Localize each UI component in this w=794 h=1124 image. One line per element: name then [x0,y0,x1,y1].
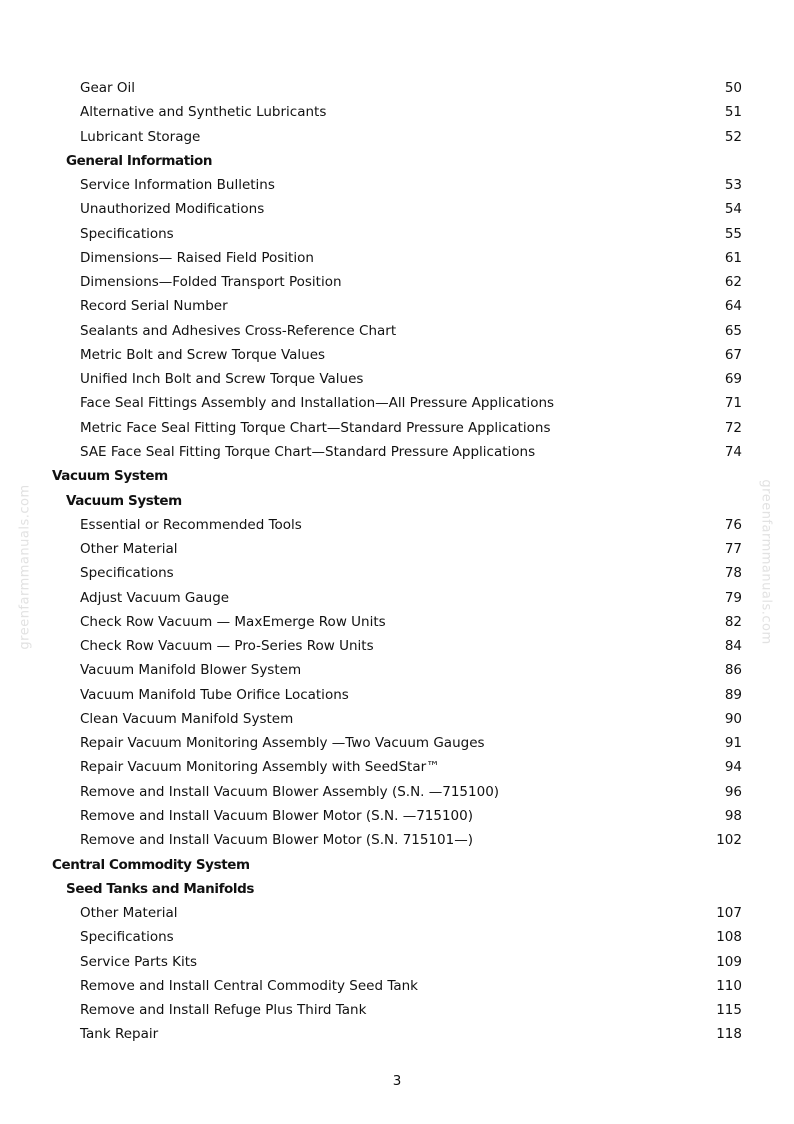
toc-entry-title: Remove and Install Vacuum Blower Motor (S.N. —715100) [80,807,474,824]
toc-entry-page-number: 77 [724,541,742,558]
toc-entry-page-number: 108 [716,929,742,946]
toc-entry-title: Repair Vacuum Monitoring Assembly —Two Vacuum Gauges [80,735,485,752]
toc-entry-title: Essential or Recommended Tools [80,516,302,533]
toc-entry-title: Remove and Install Vacuum Blower Assembly (S.N. —715100) [80,783,500,800]
watermark-left: greenfarmmanuals.com [17,484,33,650]
toc-entry[interactable] [0,294,794,318]
toc-subsection-heading [0,149,794,173]
toc-entry[interactable] [0,998,794,1022]
toc-entry-page-number: 90 [724,710,742,727]
toc-entry-page-number: 109 [716,953,742,970]
toc-entry[interactable] [0,586,794,610]
toc-entry-page-number: 64 [724,298,742,315]
toc-entry[interactable] [0,561,794,585]
toc-entry-page-number: 89 [724,686,742,703]
toc-entry-page-number: 52 [724,128,742,145]
toc-entry[interactable] [0,950,794,974]
toc-entry-title: Alternative and Synthetic Lubricants [80,104,327,121]
toc-entry-title: Sealants and Adhesives Cross-Reference Chart [80,322,397,339]
toc-entry-title: Repair Vacuum Monitoring Assembly with SeedStar™ [80,759,440,776]
toc-entry-page-number: 53 [724,177,742,194]
toc-entry[interactable] [0,974,794,998]
toc-entry-title: Adjust Vacuum Gauge [80,589,230,606]
toc-entry-title: Unauthorized Modifications [80,201,265,218]
toc-entry-page-number: 110 [716,977,742,994]
toc-entry-page-number: 78 [724,565,742,582]
toc-entry[interactable] [0,100,794,124]
toc-entry-page-number: 55 [724,225,742,242]
toc-entry-page-number: 61 [724,249,742,266]
toc-entry-page-number: 94 [724,759,742,776]
toc-entry-page-number: 67 [724,346,742,363]
toc-entry[interactable] [0,925,794,949]
toc-section-heading [0,464,794,488]
toc-entry-title: Specifications [80,929,174,946]
toc-entry[interactable] [0,634,794,658]
toc-entry[interactable] [0,537,794,561]
toc-subsection-heading [0,489,794,513]
toc-entry-title: Other Material [80,541,178,558]
toc-entry[interactable] [0,804,794,828]
toc-entry[interactable] [0,391,794,415]
toc-entry-title: Unified Inch Bolt and Screw Torque Values [80,371,364,388]
toc-entry-title: Metric Bolt and Screw Torque Values [80,346,326,363]
toc-entry-page-number: 102 [716,832,742,849]
toc-subsection-heading [0,877,794,901]
toc-entry[interactable] [0,731,794,755]
toc-entry[interactable] [0,125,794,149]
toc-entry-title: Remove and Install Central Commodity Seed Tank [80,977,418,994]
toc-entry[interactable] [0,683,794,707]
toc-entry[interactable] [0,343,794,367]
toc-entry-title: Vacuum Manifold Blower System [80,662,302,679]
toc-entry[interactable] [0,319,794,343]
toc-entry[interactable] [0,197,794,221]
toc-entry-title: Record Serial Number [80,298,228,315]
toc-entry-title: Check Row Vacuum — MaxEmerge Row Units [80,613,386,630]
toc-entry[interactable] [0,367,794,391]
toc-entry-title: Central Commodity System [52,856,250,873]
toc-entry-title: Lubricant Storage [80,128,201,145]
toc-entry-page-number: 115 [716,1002,742,1019]
toc-entry-title: Clean Vacuum Manifold System [80,710,294,727]
toc-entry[interactable] [0,76,794,100]
toc-entry-title: Remove and Install Refuge Plus Third Tank [80,1002,367,1019]
toc-entry-title: Vacuum System [52,468,168,485]
toc-entry-title: Dimensions— Raised Field Position [80,249,314,266]
toc-entry[interactable] [0,270,794,294]
toc-entry[interactable] [0,780,794,804]
toc-entry-page-number: 98 [724,807,742,824]
toc-entry-title: Remove and Install Vacuum Blower Motor (S.N. 715101—) [80,832,474,849]
toc-entry-page-number: 65 [724,322,742,339]
toc-entry-page-number: 69 [724,371,742,388]
table-of-contents [0,76,794,1047]
toc-entry-title: Gear Oil [80,80,136,96]
toc-entry-page-number: 96 [724,783,742,800]
toc-entry-page-number: 54 [724,201,742,218]
page-number: 3 [392,1073,402,1089]
toc-section-heading [0,853,794,877]
toc-entry-title: Dimensions—Folded Transport Position [80,274,342,291]
toc-entry[interactable] [0,440,794,464]
toc-entry-title: Tank Repair [80,1026,159,1043]
toc-entry[interactable] [0,658,794,682]
toc-entry[interactable] [0,222,794,246]
toc-entry-title: Service Information Bulletins [80,177,275,194]
toc-entry-title: Specifications [80,225,174,242]
toc-entry-page-number: 118 [716,1026,742,1043]
toc-entry[interactable] [0,707,794,731]
toc-entry-page-number: 76 [724,516,742,533]
toc-entry-page-number: 71 [724,395,742,412]
toc-entry[interactable] [0,246,794,270]
toc-entry-title: Metric Face Seal Fitting Torque Chart—Standard Pressure Applications [80,419,551,436]
toc-entry-page-number: 62 [724,274,742,291]
toc-entry-title: Other Material [80,905,178,922]
toc-entry[interactable] [0,416,794,440]
toc-entry-title: Face Seal Fittings Assembly and Installation—All Pressure Applications [80,395,555,412]
toc-entry-page-number: 107 [716,905,742,922]
toc-entry-title: SAE Face Seal Fitting Torque Chart—Standard Pressure Applications [80,443,536,460]
toc-entry[interactable] [0,901,794,925]
toc-entry[interactable] [0,755,794,779]
toc-entry[interactable] [0,513,794,537]
toc-entry-title: Check Row Vacuum — Pro-Series Row Units [80,638,374,655]
toc-entry[interactable] [0,1022,794,1046]
toc-entry[interactable] [0,610,794,634]
toc-entry-page-number: 86 [724,662,742,679]
toc-entry-page-number: 74 [724,443,742,460]
toc-entry-title: Specifications [80,565,174,582]
toc-entry-title: Service Parts Kits [80,953,198,970]
toc-entry-title: Vacuum System [66,492,182,509]
toc-entry-page-number: 84 [724,638,742,655]
watermark-right: greenfarmmanuals.com [758,479,774,645]
toc-entry-page-number: 51 [724,104,742,121]
toc-entry-page-number: 72 [724,419,742,436]
toc-entry-page-number: 91 [724,735,742,752]
toc-entry-page-number: 50 [724,80,742,96]
toc-entry-title: Vacuum Manifold Tube Orifice Locations [80,686,349,703]
toc-entry-page-number: 79 [724,589,742,606]
toc-entry-title: General Information [66,152,213,169]
toc-entry[interactable] [0,173,794,197]
toc-entry-title: Seed Tanks and Manifolds [66,880,255,897]
toc-entry-page-number: 82 [724,613,742,630]
toc-entry[interactable] [0,828,794,852]
